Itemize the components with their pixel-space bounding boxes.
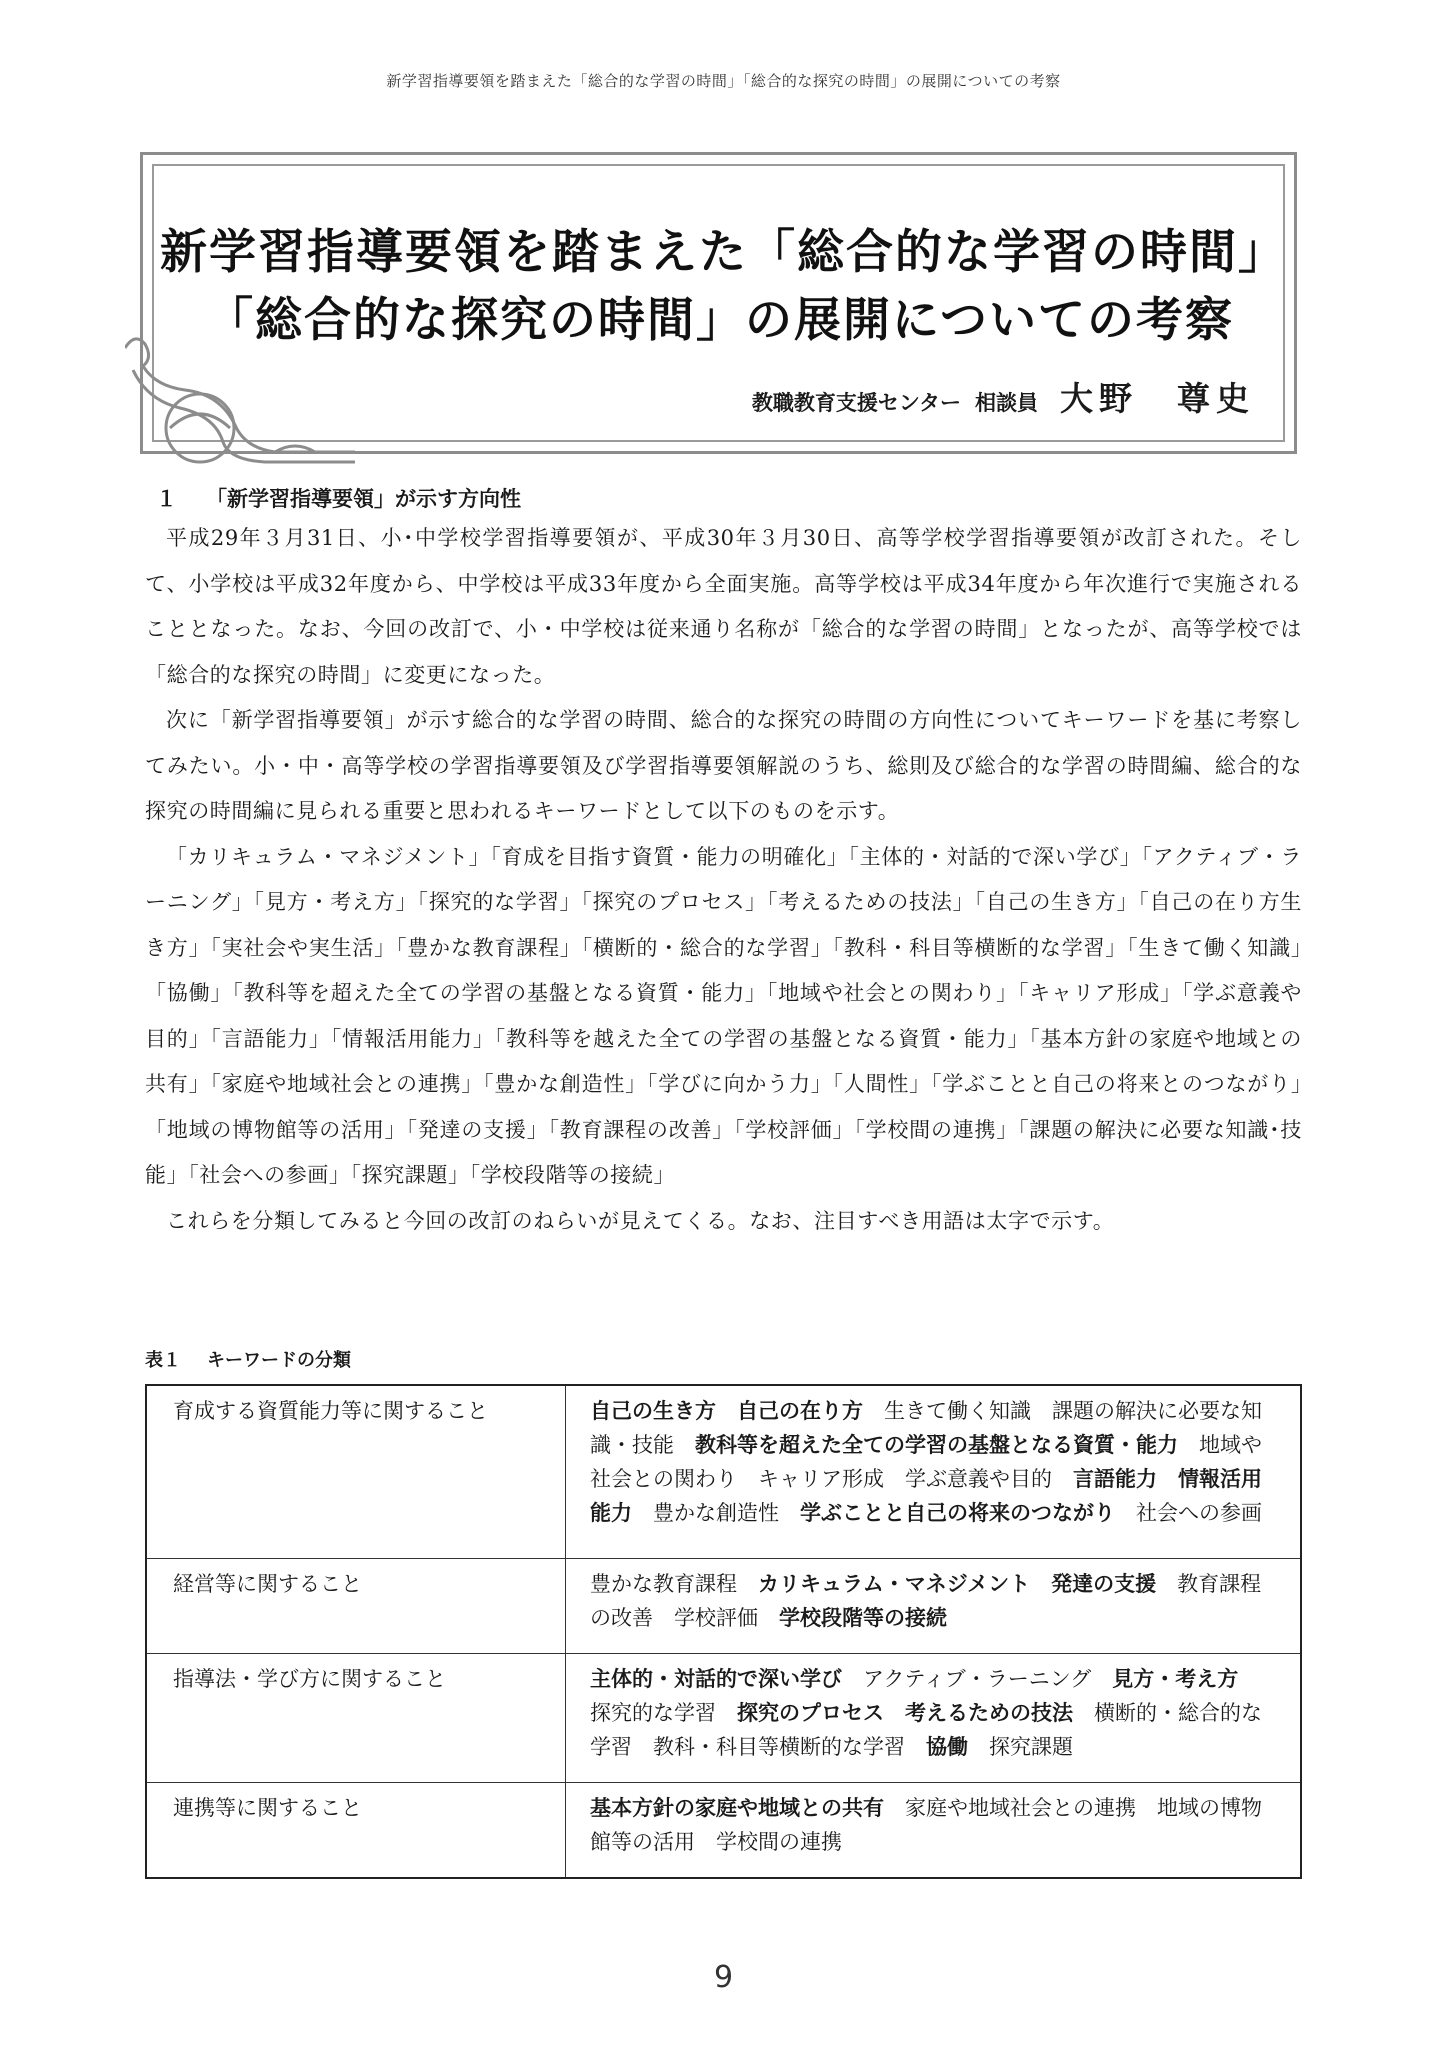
keyword: 地域の博物館等の活用 — [590, 1796, 1262, 1854]
keywords-cell — [566, 1385, 1302, 1559]
keyword: 豊かな創造性 — [653, 1501, 779, 1525]
table-row — [146, 1385, 1301, 1559]
article-title-line-1: 新学習指導要領を踏まえた「総合的な学習の時間」 — [160, 225, 1287, 280]
keyword: 学ぶ意義や目的 — [905, 1467, 1052, 1491]
body-text — [145, 516, 1302, 1244]
flourish-ornament — [125, 330, 355, 470]
table-row — [146, 1654, 1301, 1783]
keyword: アクティブ・ラーニング — [863, 1667, 1092, 1691]
keyword: 探究課題 — [989, 1735, 1073, 1759]
section-number: １ — [156, 487, 177, 511]
article-title-line-2: 「総合的な探究の時間」の展開についての考察 — [205, 293, 1235, 348]
keyword: 協働 — [926, 1734, 968, 1759]
category-cell: 指導法・学び方に関すること — [146, 1654, 566, 1783]
keyword: 社会への参画 — [1136, 1501, 1262, 1525]
keyword: 生きて働く知識 — [884, 1399, 1031, 1423]
author-organization: 教職教育支援センター — [751, 391, 961, 415]
table-row — [146, 1783, 1301, 1879]
keyword-table — [145, 1384, 1302, 1879]
keyword: 課題の解決に必要な知識・技能 — [590, 1399, 1262, 1457]
keyword: 学校間の連携 — [716, 1830, 842, 1854]
category-cell: 育成する資質能力等に関すること — [146, 1385, 566, 1559]
keyword: 言語能力 — [1073, 1466, 1157, 1491]
keyword: 学ぶことと自己の将来のつながり — [800, 1500, 1115, 1525]
paragraph: 平成29年３月31日、小･中学校学習指導要領が、平成30年３月30日、高等学校学習指導要領が改訂された。そして、小学校は平成32年度から、中学校は平成33年度から全面実施。高等学校は平成34年度から年次進行で実施されることとなった。なお、今回の改訂で、小・中学校は従来通り名称が「総合的な学習の時間」となったが、高等学校では「総合的な探究の時間」に変更になった。 — [145, 526, 1302, 687]
keyword: キャリア形成 — [758, 1467, 884, 1491]
table-row — [146, 1559, 1301, 1654]
keyword: 考えるための技法 — [905, 1700, 1073, 1725]
section-heading — [156, 483, 521, 513]
section-heading-text: 「新学習指導要領」が示す方向性 — [206, 487, 521, 511]
author-name: 大野 尊史 — [1060, 379, 1255, 418]
keyword: 学校段階等の接続 — [779, 1605, 947, 1630]
keyword: 情報活用能力 — [590, 1466, 1262, 1525]
keyword: 発達の支援 — [1051, 1571, 1157, 1596]
paragraph: 次に「新学習指導要領」が示す総合的な学習の時間、総合的な探究の時間の方向性についてキーワードを基に考察してみたい。小・中・高等学校の学習指導要領及び学習指導要領解説のうち、総則及び総合的な学習の時間編、総合的な探究の時間編に見られる重要と思われるキーワードとして以下のものを示す。 — [145, 708, 1302, 823]
keyword: 教科等を超えた全ての学習の基盤となる資質・能力 — [695, 1432, 1178, 1457]
keywords-cell — [566, 1559, 1302, 1654]
running-head: 新学習指導要領を踏まえた「総合的な学習の時間」「総合的な探究の時間」の展開についての考察 — [386, 72, 1061, 90]
paragraph: 「カリキュラム・マネジメント」「育成を目指す資質・能力の明確化」「主体的・対話的で深い学び」「アクティブ・ラーニング」「見方・考え方」「探究的な学習」「探究のプロセス」「考えるための技法」「自己の生き方」「自己の在り方生き方」「実社会や実生活」「豊かな教育課程」「横断的・総合的な学習」「教科・科目等横断的な学習」「生きて働く知識」「協働」「教科等を超えた全ての学習の基盤となる資質・能力」「地域や社会との関わり」「キャリア形成」「学ぶ意義や目的」「言語能力」「情報活用能力」「教科等を越えた全ての学習の基盤となる資質・能力」「基本方針の家庭や地域との共有」「家庭や地域社会との連携」「豊かな創造性」「学びに向かう力」「人間性」「学ぶことと自己の将来とのつながり」「地域の博物館等の活用」「発達の支援」「教育課程の改善」「学校評価」「学校間の連携」「課題の解決に必要な知識･技能」「社会への参画」「探究課題」「学校段階等の接続」 — [145, 844, 1302, 1187]
author-line — [752, 373, 1255, 420]
category-cell: 連携等に関すること — [146, 1783, 566, 1879]
keyword: 探究的な学習 — [590, 1701, 716, 1725]
keyword: 横断的・総合的な学習 — [590, 1701, 1262, 1759]
keyword: 家庭や地域社会との連携 — [905, 1796, 1136, 1820]
keyword: 教育課程の改善 — [590, 1572, 1262, 1630]
table-caption — [145, 1346, 351, 1372]
paragraph: これらを分類してみると今回の改訂のねらいが見えてくる。なお、注目すべき用語は太字で示す。 — [166, 1208, 1115, 1233]
category-cell: 経営等に関すること — [146, 1559, 566, 1654]
keyword: 基本方針の家庭や地域との共有 — [590, 1795, 884, 1820]
author-role: 相談員 — [975, 391, 1038, 415]
table-caption-title: キーワードの分類 — [207, 1350, 351, 1371]
keywords-cell — [566, 1654, 1302, 1783]
keyword: 主体的・対話的で深い学び — [590, 1666, 842, 1691]
keyword: 教科・科目等横断的な学習 — [653, 1735, 905, 1759]
table-caption-number: 表１ — [145, 1350, 181, 1371]
keyword: 見方・考え方 — [1112, 1666, 1239, 1691]
keyword: カリキュラム・マネジメント — [758, 1571, 1031, 1596]
keyword: 自己の在り方 — [737, 1398, 863, 1423]
keyword: 自己の生き方 — [590, 1398, 716, 1423]
keyword: 地域や社会との関わり — [590, 1433, 1262, 1491]
keyword: 学校評価 — [674, 1606, 758, 1630]
keyword: 豊かな教育課程 — [590, 1572, 737, 1596]
page-number: 9 — [713, 1960, 734, 1995]
keyword: 探究のプロセス — [737, 1700, 884, 1725]
keywords-cell — [566, 1783, 1302, 1879]
